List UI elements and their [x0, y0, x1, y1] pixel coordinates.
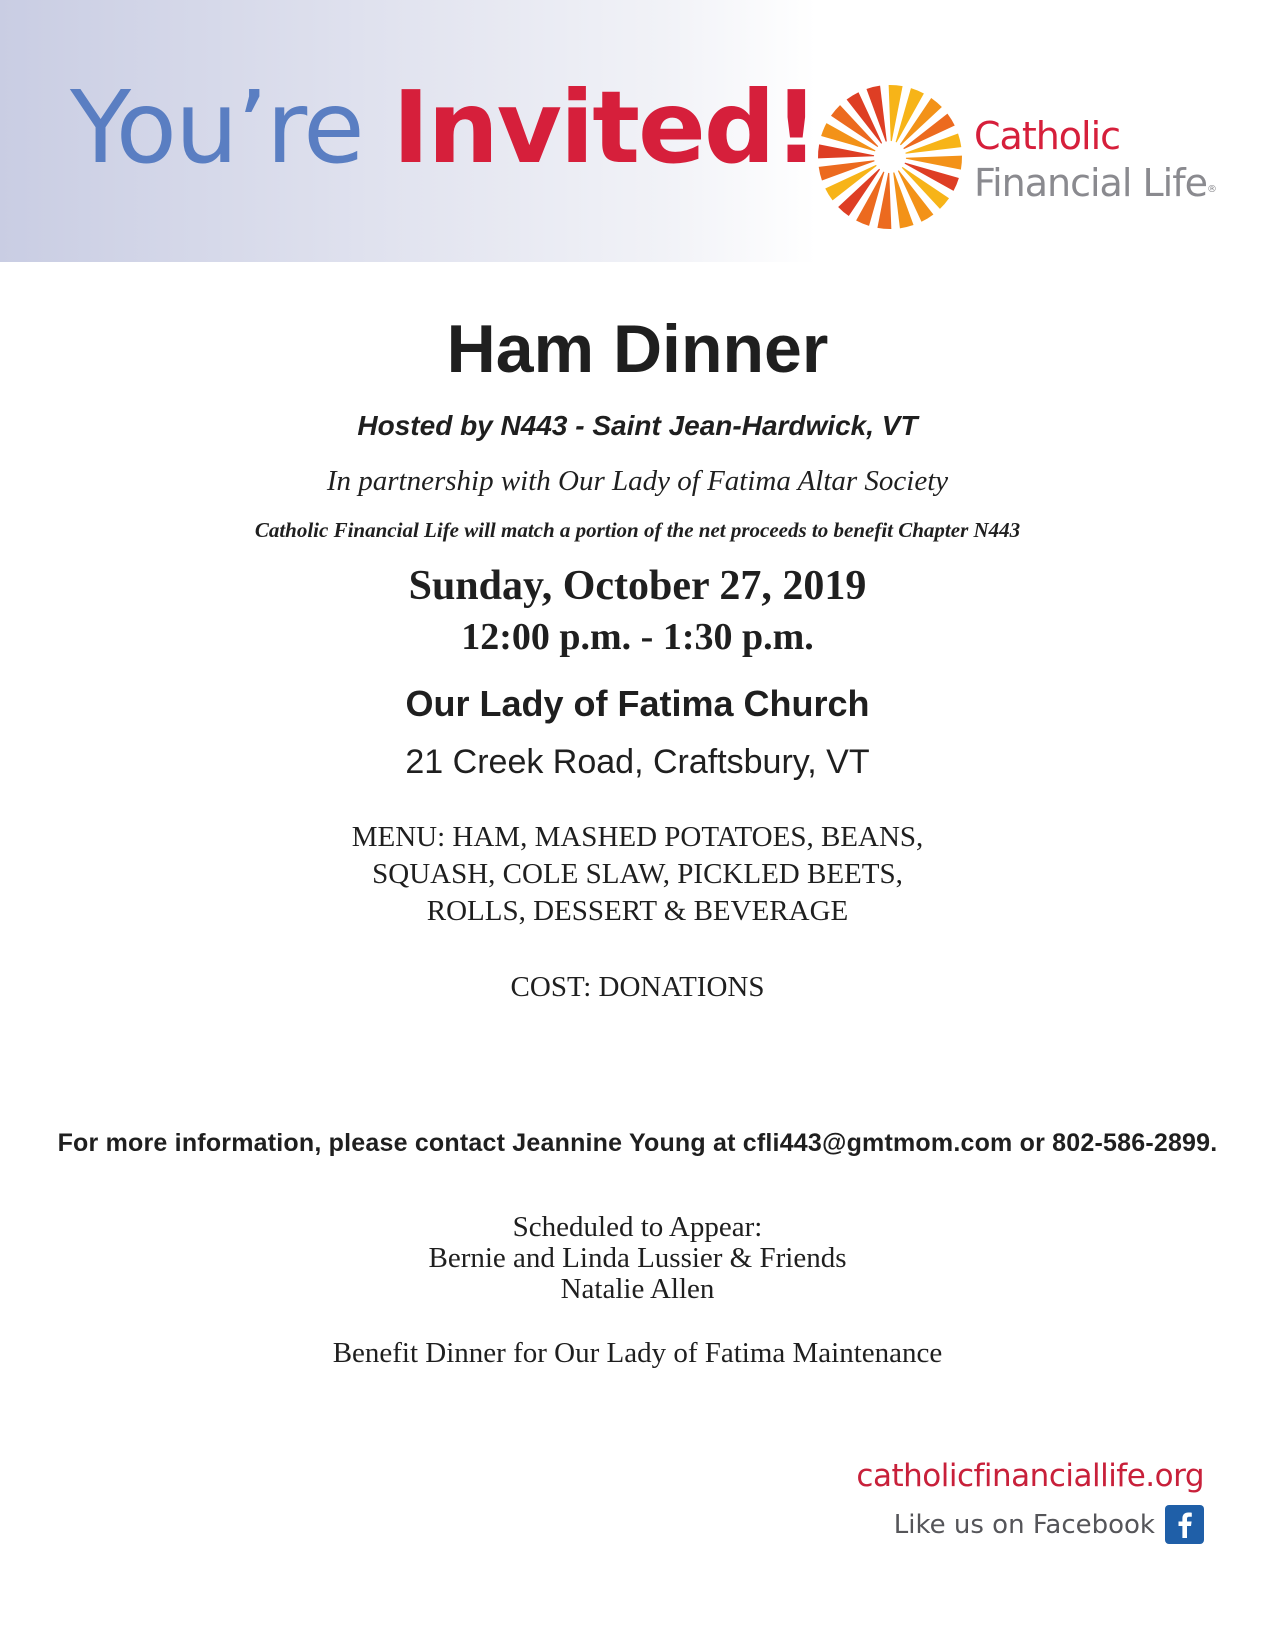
registered-mark: ® [1206, 184, 1216, 195]
menu-line: ROLLS, DESSERT & BEVERAGE [426, 895, 849, 927]
facebook-link[interactable] [894, 1505, 1204, 1544]
event-host: Hosted by N443 - Saint Jean-Hardwick, VT [357, 410, 918, 441]
performer: Bernie and Linda Lussier & Friends [428, 1242, 847, 1274]
invitation-heading-youre: You’re [70, 69, 363, 186]
contact-info: For more information, please contact Jeannine Young at cfli443@gmtmom.com or 802-586-2899. [57, 1129, 1218, 1157]
event-address: 21 Creek Road, Craftsbury, VT [405, 743, 870, 781]
event-venue: Our Lady of Fatima Church [405, 683, 870, 724]
event-time: 12:00 p.m. - 1:30 p.m. [461, 616, 814, 658]
menu-line: MENU: HAM, MASHED POTATOES, BEANS, [351, 821, 924, 853]
matching-note: Catholic Financial Life will match a portion of the net proceeds to benefit Chapter N443 [254, 518, 1021, 542]
event-partnership: In partnership with Our Lady of Fatima Altar Society [326, 465, 949, 497]
invitation-heading-invited: Invited! [392, 69, 818, 186]
logo-line-financial-life [974, 160, 1216, 207]
event-cost: COST: DONATIONS [510, 971, 765, 1003]
event-title: Ham Dinner [446, 311, 829, 387]
facebook-label: Like us on Facebook [893, 1509, 1155, 1540]
schedule-heading: Scheduled to Appear: [512, 1211, 763, 1243]
logo-line-catholic: Catholic [974, 114, 1121, 158]
sunburst-logo-icon [815, 82, 965, 232]
menu-line: SQUASH, COLE SLAW, PICKLED BEETS, [372, 858, 903, 890]
benefit-note: Benefit Dinner for Our Lady of Fatima Maintenance [332, 1337, 943, 1369]
event-date: Sunday, October 27, 2019 [408, 563, 867, 609]
logo-wordmark [974, 113, 1216, 207]
performer: Natalie Allen [560, 1273, 715, 1305]
facebook-icon[interactable] [1165, 1505, 1204, 1544]
logo-line-financial-life-text: Financial Life [974, 161, 1207, 205]
website-link[interactable]: catholicfinanciallife.org [856, 1458, 1204, 1494]
invitation-heading [70, 69, 818, 186]
